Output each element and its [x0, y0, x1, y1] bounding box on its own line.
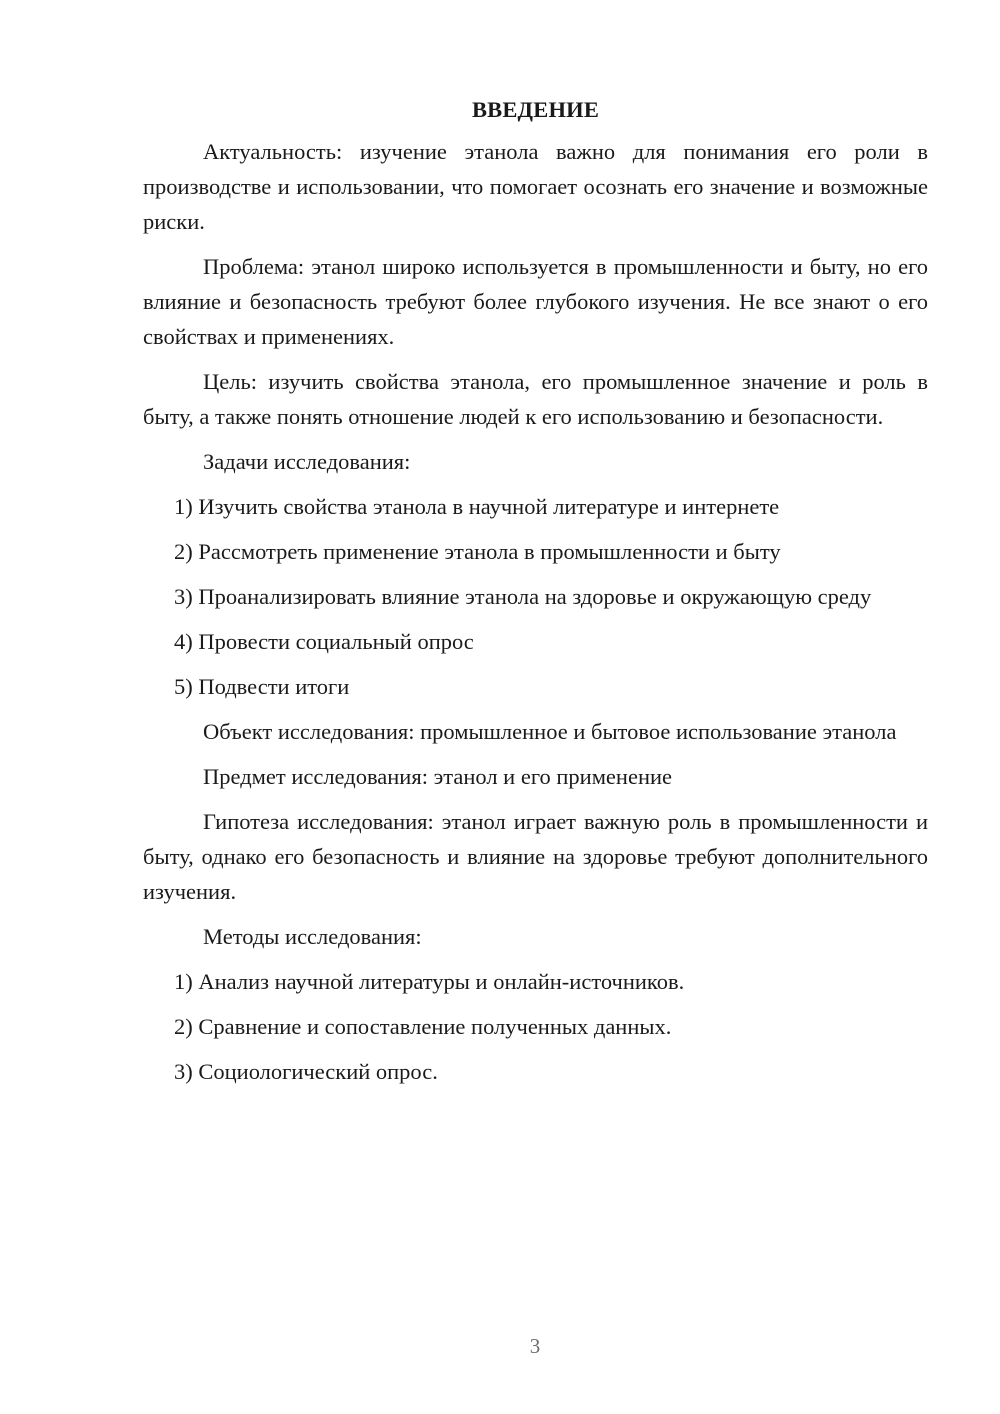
- hypothesis-paragraph: Гипотеза исследования: этанол играет важную роль в промышленности и быту, однако его безопасность и влияние на здоровье требуют дополнительного изучения.: [143, 809, 928, 904]
- page-content: [143, 92, 928, 1099]
- method-item: 1) Анализ научной литературы и онлайн-источников.: [174, 969, 685, 994]
- tasks-heading: Задачи исследования:: [203, 449, 411, 474]
- subject-paragraph: Предмет исследования: этанол и его применение: [203, 764, 673, 789]
- page-number: 3: [529, 1334, 541, 1358]
- method-item: 3) Социологический опрос.: [174, 1059, 438, 1084]
- task-item: 2) Рассмотреть применение этанола в промышленности и быту: [174, 539, 781, 564]
- method-item: 2) Сравнение и сопоставление полученных данных.: [174, 1014, 672, 1039]
- task-item: 4) Провести социальный опрос: [174, 629, 474, 654]
- section-title: ВВЕДЕНИЕ: [471, 97, 600, 122]
- task-item: 3) Проанализировать влияние этанола на здоровье и окружающую среду: [174, 584, 872, 609]
- problem-paragraph: Проблема: этанол широко используется в промышленности и быту, но его влияние и безопасность требуют более глубокого изучения. Не все знают о его свойствах и применениях.: [143, 254, 928, 349]
- relevance-paragraph: Актуальность: изучение этанола важно для понимания его роли в производстве и использовании, что помогает осознать его значение и возможные риски.: [143, 139, 928, 234]
- goal-paragraph: Цель: изучить свойства этанола, его промышленное значение и роль в быту, а также понять отношение людей к его использованию и безопасности.: [143, 369, 928, 429]
- task-item: 5) Подвести итоги: [174, 674, 350, 699]
- object-paragraph: Объект исследования: промышленное и бытовое использование этанола: [203, 719, 897, 744]
- task-item: 1) Изучить свойства этанола в научной литературе и интернете: [174, 494, 780, 519]
- methods-heading: Методы исследования:: [203, 924, 422, 949]
